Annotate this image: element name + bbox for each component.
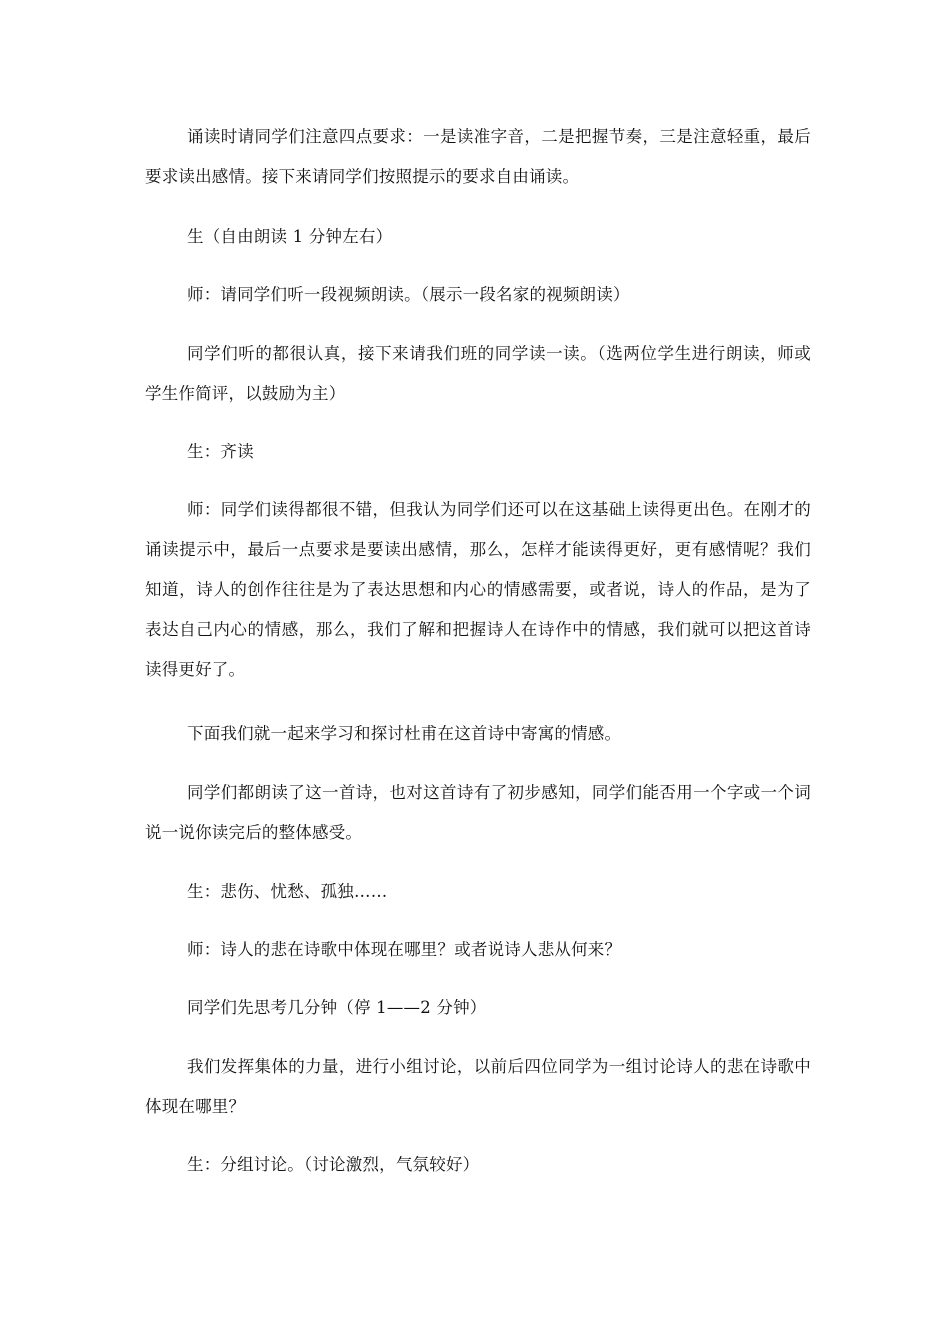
paragraph-teacher-emotion: 师：同学们读得都很不错，但我认为同学们还可以在这基础上读得更出色。在刚才的诵读提示中，最后一点要求是要读出感情，那么，怎样才能读得更好，更有感情呢？我们知道，诗人的创作往往是为了表达思想和内心的情感需要，或者说，诗人的作品，是为了表达自己内心的情感，那么，我们了解和把握诗人在诗作中的情感，我们就可以把这首诗读得更好了。 (145, 500, 811, 679)
paragraph-teacher-video: 师：请同学们听一段视频朗读。（展示一段名家的视频朗读） (187, 285, 630, 304)
paragraph-student-free-reading: 生（自由朗读 1 分钟左右） (187, 227, 393, 246)
paragraph-student-discussion: 生：分组讨论。（讨论激烈，气氛较好） (187, 1155, 480, 1174)
paragraph-class-reading: 同学们听的都很认真，接下来请我们班的同学读一读。（选两位学生进行朗读，师或学生作简评，以鼓励为主） (145, 344, 811, 403)
paragraph-study-intro: 下面我们就一起来学习和探讨杜甫在这首诗中寄寓的情感。 (187, 724, 622, 743)
paragraph-teacher-question: 师：诗人的悲在诗歌中体现在哪里？或者说诗人悲从何来？ (187, 940, 622, 959)
paragraph-overall-feeling: 同学们都朗读了这一首诗，也对这首诗有了初步感知，同学们能否用一个字或一个词说一说你读完后的整体感受。 (145, 783, 811, 842)
paragraph-student-chorus: 生：齐读 (187, 442, 254, 461)
paragraph-reading-requirements: 诵读时请同学们注意四点要求：一是读准字音，二是把握节奏，三是注意轻重，最后要求读出感情。接下来请同学们按照提示的要求自由诵读。 (145, 127, 811, 186)
paragraph-group-discussion: 我们发挥集体的力量，进行小组讨论，以前后四位同学为一组讨论诗人的悲在诗歌中体现在哪里？ (145, 1057, 811, 1116)
paragraph-student-answer: 生：悲伤、忧愁、孤独…… (187, 882, 388, 901)
paragraph-think-pause: 同学们先思考几分钟（停 1——2 分钟） (187, 998, 487, 1017)
